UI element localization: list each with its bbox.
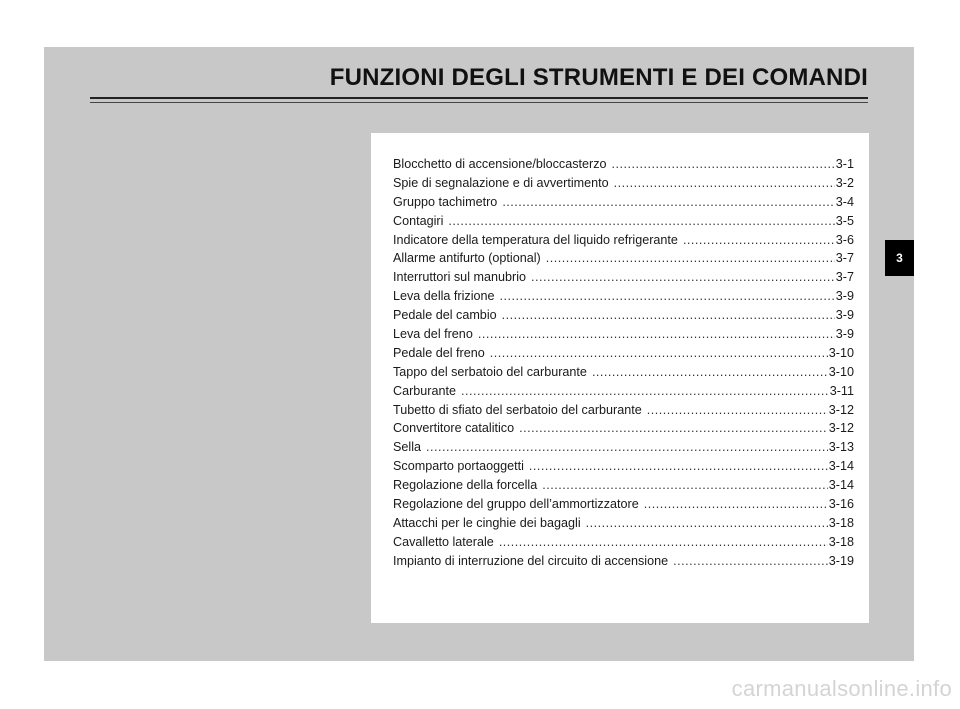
toc-entry-title: Convertitore catalitico: [393, 421, 515, 436]
toc-entry-page: 3-9: [835, 308, 854, 323]
toc-entry-page: 3-4: [835, 194, 854, 209]
toc-entry-title: Allarme antifurto (optional): [393, 251, 541, 266]
toc-entry[interactable]: [393, 306, 854, 325]
toc-entry[interactable]: [393, 231, 854, 250]
toc-entry-page: 3-14: [828, 478, 854, 493]
toc-entry[interactable]: [393, 457, 854, 476]
toc-entry-title: Sella: [393, 440, 422, 455]
toc-entry[interactable]: [393, 344, 854, 363]
toc-dot-leader: [531, 268, 835, 287]
toc-dot-leader: [426, 438, 828, 457]
toc-entry-title: Pedale del cambio: [393, 308, 497, 323]
toc-entry-title: Contagiri: [393, 213, 444, 228]
toc-entry[interactable]: [393, 514, 854, 533]
toc-dot-leader: [519, 419, 828, 438]
toc-entry-page: 3-19: [828, 553, 854, 568]
toc-entry-title: Indicatore della temperatura del liquido refrigerante: [393, 232, 678, 247]
watermark-text: carmanualsonline.info: [731, 676, 952, 701]
toc-entry-title: Scomparto portaoggetti: [393, 459, 524, 474]
toc-dot-leader: [644, 495, 828, 514]
toc-entry[interactable]: [393, 325, 854, 344]
toc-entry[interactable]: [393, 495, 854, 514]
toc-entry[interactable]: [393, 476, 854, 495]
toc-entry-title: Attacchi per le cinghie dei bagagli: [393, 515, 581, 530]
toc-entry-page: 3-2: [835, 175, 854, 190]
toc-dot-leader: [542, 476, 828, 495]
toc-entry-title: Leva della frizione: [393, 289, 495, 304]
toc-entry[interactable]: [393, 382, 854, 401]
toc-dot-leader: [461, 382, 829, 401]
toc-dot-leader: [614, 174, 835, 193]
toc-entry-title: Tubetto di sfiato del serbatoio del carburante: [393, 402, 642, 417]
toc-entry-page: 3-1: [835, 157, 854, 171]
toc-entry-page: 3-12: [828, 421, 854, 436]
toc-entry-page: 3-18: [828, 534, 854, 549]
toc-entry[interactable]: [393, 193, 854, 212]
toc-dot-leader: [529, 457, 828, 476]
toc-entry-page: 3-18: [828, 515, 854, 530]
toc-entry-title: Carburante: [393, 383, 457, 398]
toc-dot-leader: [683, 231, 835, 250]
toc-dot-leader: [546, 249, 835, 268]
toc-entry-page: 3-16: [828, 497, 854, 512]
toc-dot-leader: [502, 193, 834, 212]
toc-entry-page: 3-9: [835, 327, 854, 342]
toc-entry-title: Spie di segnalazione e di avvertimento: [393, 175, 609, 190]
toc-entry-page: 3-10: [828, 345, 854, 360]
toc-dot-leader: [647, 401, 828, 420]
toc-entry[interactable]: [393, 552, 854, 571]
toc-entry-title: Blocchetto di accensione/bloccasterzo: [393, 157, 607, 171]
toc-dot-leader: [586, 514, 828, 533]
toc-entry[interactable]: [393, 363, 854, 382]
toc-dot-leader: [448, 212, 834, 231]
toc-entry-page: 3-14: [828, 459, 854, 474]
toc-dot-leader: [612, 155, 835, 174]
toc-entry-page: 3-12: [828, 402, 854, 417]
toc-entry[interactable]: [393, 287, 854, 306]
toc-dot-leader: [478, 325, 835, 344]
toc-entry-title: Cavalletto laterale: [393, 534, 494, 549]
page-title: FUNZIONI DEGLI STRUMENTI E DEI COMANDI: [329, 64, 868, 91]
table-of-contents-panel: [371, 133, 869, 623]
toc-entry-title: Regolazione della forcella: [393, 478, 538, 493]
toc-entry-title: Interruttori sul manubrio: [393, 270, 526, 285]
toc-entry[interactable]: [393, 438, 854, 457]
toc-entry-title: Impianto di interruzione del circuito di accensione: [393, 553, 669, 568]
toc-entry[interactable]: [393, 155, 854, 174]
toc-entry-page: 3-13: [828, 440, 854, 455]
chapter-tab[interactable]: 3: [885, 240, 914, 276]
toc-entry-page: 3-5: [835, 213, 854, 228]
toc-entry[interactable]: [393, 533, 854, 552]
toc-entry[interactable]: [393, 401, 854, 420]
toc-entry-title: Regolazione del gruppo dell’ammortizzatore: [393, 497, 639, 512]
toc-entry-page: 3-7: [835, 270, 854, 285]
title-underline-thick: [90, 97, 868, 99]
title-underline-thin: [90, 102, 868, 103]
table-of-contents-list: [393, 155, 854, 571]
toc-entry[interactable]: [393, 174, 854, 193]
toc-entry-title: Leva del freno: [393, 327, 473, 342]
toc-entry-title: Tappo del serbatoio del carburante: [393, 364, 587, 379]
toc-entry-title: Pedale del freno: [393, 345, 485, 360]
toc-entry-page: 3-9: [835, 289, 854, 304]
toc-dot-leader: [499, 533, 828, 552]
toc-entry-page: 3-7: [835, 251, 854, 266]
toc-entry-page: 3-6: [835, 232, 854, 247]
toc-dot-leader: [502, 306, 835, 325]
toc-entry[interactable]: [393, 212, 854, 231]
toc-entry-page: 3-11: [829, 383, 854, 398]
toc-dot-leader: [490, 344, 828, 363]
toc-dot-leader: [500, 287, 835, 306]
toc-entry-title: Gruppo tachimetro: [393, 194, 498, 209]
toc-entry-page: 3-10: [828, 364, 854, 379]
toc-entry[interactable]: [393, 268, 854, 287]
toc-dot-leader: [592, 363, 828, 382]
toc-entry[interactable]: [393, 419, 854, 438]
toc-dot-leader: [673, 552, 828, 571]
toc-entry[interactable]: [393, 249, 854, 268]
